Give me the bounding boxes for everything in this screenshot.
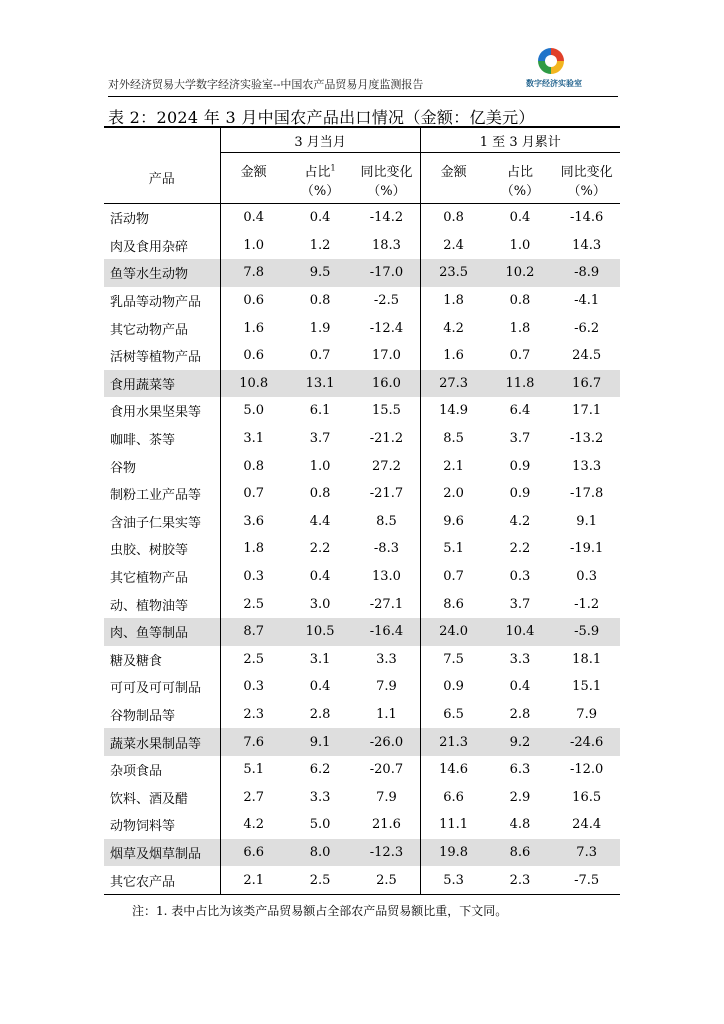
value-cell: 0.4: [243, 210, 264, 226]
value-cell: 0.6: [243, 348, 264, 364]
value-cell: 0.3: [243, 679, 264, 695]
value-cell: 6.6: [443, 789, 464, 805]
value-cell: 13.0: [353, 563, 420, 591]
value-cell: 0.6: [243, 293, 264, 309]
value-cell: -1.2: [574, 596, 600, 612]
value-cell: -20.7: [353, 756, 420, 784]
value-cell: 0.8: [509, 293, 531, 309]
value-cell: 2.3: [487, 866, 554, 894]
value-cell: 24.4: [572, 817, 602, 833]
value-cell: 24.0: [420, 618, 487, 646]
value-cell: 27.3: [420, 370, 487, 398]
group-header-month: 3 月当月: [220, 127, 420, 153]
table-row: [104, 314, 620, 342]
value-cell: 15.1: [572, 679, 602, 695]
value-cell: 0.8: [243, 458, 264, 474]
product-cell: 谷物制品等: [104, 701, 220, 729]
report-header-text: 对外经济贸易大学数字经济实验室--中国农产品贸易月度监测报告: [108, 78, 424, 91]
value-cell: 4.2: [509, 513, 531, 529]
value-cell: 2.1: [220, 866, 287, 894]
value-cell: 3.7: [509, 596, 531, 612]
value-cell: -21.7: [353, 480, 420, 508]
value-cell: 0.7: [443, 569, 464, 585]
col-header-amount: 金额: [240, 165, 267, 180]
value-cell: 10.2: [487, 259, 554, 287]
col-header-share-cum: 占比: [506, 165, 533, 180]
unit-share: （%）: [287, 180, 354, 204]
table-row: [104, 728, 620, 756]
value-cell: 2.5: [287, 866, 354, 894]
value-cell: -4.1: [574, 293, 600, 309]
value-cell: 8.0: [287, 839, 354, 867]
value-cell: 0.3: [576, 569, 597, 585]
value-cell: 16.5: [572, 789, 602, 805]
value-cell: 24.5: [572, 348, 602, 364]
value-cell: 18.1: [572, 651, 602, 667]
header-corner: [104, 127, 220, 153]
product-cell: 蔬菜水果制品等: [104, 728, 220, 756]
value-cell: -5.9: [553, 618, 620, 646]
product-cell: 可可及可可制品: [104, 673, 220, 701]
table-row: [104, 397, 620, 425]
value-cell: 6.1: [309, 403, 331, 419]
value-cell: -8.9: [553, 259, 620, 287]
value-cell: -17.0: [353, 259, 420, 287]
value-cell: 0.4: [309, 679, 331, 695]
value-cell: 0.7: [243, 486, 264, 502]
product-cell: 其它动物产品: [104, 314, 220, 342]
value-cell: 1.6: [243, 320, 264, 336]
table-row: [104, 480, 620, 508]
value-cell: 0.8: [443, 210, 464, 226]
table-row: [104, 839, 620, 867]
value-cell: 3.3: [509, 651, 531, 667]
unit-yoy-cum: （%）: [553, 180, 620, 204]
col-header-yoy-cum: 同比变化: [560, 165, 613, 180]
value-cell: 6.6: [220, 839, 287, 867]
product-cell: 其它农产品: [104, 866, 220, 894]
table-row: [104, 452, 620, 480]
value-cell: 9.1: [576, 513, 597, 529]
value-cell: 1.0: [243, 237, 264, 253]
value-cell: 0.8: [309, 486, 331, 502]
value-cell: -13.2: [569, 431, 604, 447]
value-cell: 19.8: [420, 839, 487, 867]
value-cell: 3.6: [243, 513, 264, 529]
product-cell: 谷物: [104, 452, 220, 480]
value-cell: 21.6: [353, 811, 420, 839]
value-cell: 7.5: [443, 651, 464, 667]
value-cell: -17.8: [569, 486, 604, 502]
value-cell: -19.1: [569, 541, 604, 557]
product-cell: 活动物: [104, 204, 220, 232]
value-cell: 2.1: [443, 458, 464, 474]
value-cell: 0.4: [309, 569, 331, 585]
table-row: [104, 701, 620, 729]
value-cell: 2.5: [243, 596, 264, 612]
col-header-amount-cum: 金额: [440, 165, 467, 180]
value-cell: 3.3: [309, 789, 331, 805]
value-cell: 14.9: [439, 403, 469, 419]
table-row: [104, 618, 620, 646]
value-cell: -14.6: [569, 210, 604, 226]
table-row: [104, 590, 620, 618]
value-cell: 9.6: [443, 513, 464, 529]
value-cell: 3.0: [309, 596, 331, 612]
value-cell: -24.6: [553, 728, 620, 756]
table-title: 表 2：2024 年 3 月中国农产品出口情况（金额：亿美元）: [108, 108, 535, 127]
value-cell: 2.8: [509, 706, 531, 722]
value-cell: 11.1: [439, 817, 469, 833]
footnote-mark: 1: [330, 163, 336, 173]
value-cell: 5.1: [443, 541, 464, 557]
value-cell: 1.6: [443, 348, 464, 364]
table-row: [104, 646, 620, 674]
value-cell: 2.5: [353, 866, 420, 894]
product-cell: 其它植物产品: [104, 563, 220, 591]
value-cell: 17.0: [353, 342, 420, 370]
value-cell: 14.6: [439, 762, 469, 778]
unit-cell-empty-cum: [420, 180, 487, 204]
product-cell: 食用水果坚果等: [104, 397, 220, 425]
value-cell: 8.5: [353, 508, 420, 536]
value-cell: 3.1: [243, 431, 264, 447]
product-cell: 杂项食品: [104, 756, 220, 784]
group-header-cumulative: 1 至 3 月累计: [420, 127, 620, 153]
unit-cell-empty: [220, 180, 287, 204]
value-cell: 4.4: [309, 513, 331, 529]
value-cell: 5.1: [243, 762, 264, 778]
value-cell: 1.8: [243, 541, 264, 557]
product-cell: 虫胶、树胶等: [104, 535, 220, 563]
value-cell: 13.3: [572, 458, 602, 474]
value-cell: 8.5: [443, 431, 464, 447]
product-cell: 肉及食用杂碎: [104, 232, 220, 260]
value-cell: 7.9: [353, 673, 420, 701]
value-cell: 3.7: [309, 431, 331, 447]
value-cell: 0.7: [309, 348, 331, 364]
table-row: [104, 425, 620, 453]
value-cell: -7.5: [553, 866, 620, 894]
product-cell: 咖啡、茶等: [104, 425, 220, 453]
value-cell: 4.2: [243, 817, 264, 833]
table-row: [104, 673, 620, 701]
value-cell: 2.9: [509, 789, 531, 805]
value-cell: -21.2: [353, 425, 420, 453]
value-cell: 10.5: [287, 618, 354, 646]
value-cell: -27.1: [353, 590, 420, 618]
value-cell: -8.3: [353, 535, 420, 563]
value-cell: 4.8: [509, 817, 531, 833]
value-cell: 2.3: [243, 706, 264, 722]
value-cell: -26.0: [353, 728, 420, 756]
value-cell: 13.1: [287, 370, 354, 398]
product-cell: 鱼等水生动物: [104, 259, 220, 287]
product-cell: 活树等植物产品: [104, 342, 220, 370]
page-header: [108, 44, 618, 97]
value-cell: 6.3: [509, 762, 531, 778]
product-cell: 乳品等动物产品: [104, 287, 220, 315]
table-row: [104, 535, 620, 563]
value-cell: 2.0: [443, 486, 464, 502]
product-cell: 食用蔬菜等: [104, 370, 220, 398]
value-cell: 0.7: [509, 348, 531, 364]
table-row: [104, 370, 620, 398]
col-header-share: 占比$^1$: [304, 163, 336, 180]
value-cell: 2.2: [509, 541, 531, 557]
table-body: [104, 204, 620, 895]
product-cell: 制粉工业产品等: [104, 480, 220, 508]
table-row: [104, 783, 620, 811]
value-cell: 15.5: [353, 397, 420, 425]
value-cell: 16.7: [553, 370, 620, 398]
table-row: [104, 563, 620, 591]
value-cell: -16.4: [353, 618, 420, 646]
product-cell: 糖及糖食: [104, 646, 220, 674]
value-cell: 9.1: [287, 728, 354, 756]
value-cell: 8.6: [443, 596, 464, 612]
table-row: [104, 204, 620, 232]
logo-text: 数字经济实验室: [526, 79, 582, 88]
value-cell: 7.8: [220, 259, 287, 287]
value-cell: 1.8: [509, 320, 531, 336]
product-cell: 含油子仁果实等: [104, 508, 220, 536]
table-row: [104, 287, 620, 315]
col-header-yoy: 同比变化: [353, 153, 420, 181]
value-cell: 2.2: [309, 541, 331, 557]
value-cell: 10.4: [487, 618, 554, 646]
value-cell: 0.4: [309, 210, 331, 226]
value-cell: 5.0: [309, 817, 331, 833]
value-cell: 11.8: [487, 370, 554, 398]
value-cell: 21.3: [420, 728, 487, 756]
table-row: [104, 508, 620, 536]
value-cell: 1.2: [309, 237, 331, 253]
value-cell: 1.8: [443, 293, 464, 309]
value-cell: 5.0: [243, 403, 264, 419]
value-cell: 14.3: [572, 237, 602, 253]
value-cell: 7.9: [576, 706, 597, 722]
product-cell: 动物饲料等: [104, 811, 220, 839]
value-cell: 16.0: [353, 370, 420, 398]
value-cell: 5.3: [420, 866, 487, 894]
value-cell: 1.0: [309, 458, 331, 474]
export-table: [104, 126, 620, 895]
value-cell: 6.5: [443, 706, 464, 722]
value-cell: 18.3: [353, 232, 420, 260]
value-cell: 9.5: [287, 259, 354, 287]
product-cell: 烟草及烟草制品: [104, 839, 220, 867]
value-cell: 10.8: [220, 370, 287, 398]
table-row: [104, 866, 620, 894]
value-cell: -12.4: [353, 314, 420, 342]
value-cell: 9.2: [487, 728, 554, 756]
value-cell: 7.3: [553, 839, 620, 867]
unit-share-cum: （%）: [487, 180, 554, 204]
lab-logo: [514, 48, 594, 94]
value-cell: 2.7: [243, 789, 264, 805]
value-cell: -12.0: [569, 762, 604, 778]
table-row: [104, 232, 620, 260]
product-column-header: 产品: [104, 153, 220, 204]
value-cell: 0.9: [509, 458, 531, 474]
product-cell: 动、植物油等: [104, 590, 220, 618]
value-cell: 23.5: [420, 259, 487, 287]
table-row: [104, 342, 620, 370]
value-cell: 6.2: [309, 762, 331, 778]
value-cell: -14.2: [353, 204, 420, 232]
value-cell: 0.8: [309, 293, 331, 309]
value-cell: 0.4: [509, 210, 531, 226]
table-row: [104, 259, 620, 287]
value-cell: 0.4: [509, 679, 531, 695]
product-cell: 饮料、酒及醋: [104, 783, 220, 811]
value-cell: 27.2: [353, 452, 420, 480]
value-cell: 7.9: [353, 783, 420, 811]
value-cell: 3.3: [353, 646, 420, 674]
table-footnote: 注：1. 表中占比为该类产品贸易额占全部农产品贸易额比重，下文同。: [132, 904, 508, 918]
value-cell: -6.2: [574, 320, 600, 336]
value-cell: 0.3: [243, 569, 264, 585]
value-cell: 1.9: [309, 320, 331, 336]
unit-yoy: （%）: [353, 180, 420, 204]
value-cell: 17.1: [572, 403, 602, 419]
value-cell: 1.1: [353, 701, 420, 729]
value-cell: 2.8: [309, 706, 331, 722]
logo-emblem-icon: [538, 48, 564, 74]
value-cell: 3.1: [309, 651, 331, 667]
table-row: [104, 756, 620, 784]
value-cell: 2.5: [243, 651, 264, 667]
value-cell: 8.7: [220, 618, 287, 646]
value-cell: 3.7: [509, 431, 531, 447]
value-cell: 0.9: [509, 486, 531, 502]
value-cell: 7.6: [220, 728, 287, 756]
value-cell: 0.3: [509, 569, 531, 585]
value-cell: 8.6: [487, 839, 554, 867]
value-cell: 1.0: [509, 237, 531, 253]
product-cell: 肉、鱼等制品: [104, 618, 220, 646]
value-cell: -12.3: [353, 839, 420, 867]
value-cell: 0.9: [443, 679, 464, 695]
table-row: [104, 811, 620, 839]
value-cell: 2.4: [443, 237, 464, 253]
value-cell: 4.2: [443, 320, 464, 336]
value-cell: 6.4: [509, 403, 531, 419]
value-cell: -2.5: [353, 287, 420, 315]
